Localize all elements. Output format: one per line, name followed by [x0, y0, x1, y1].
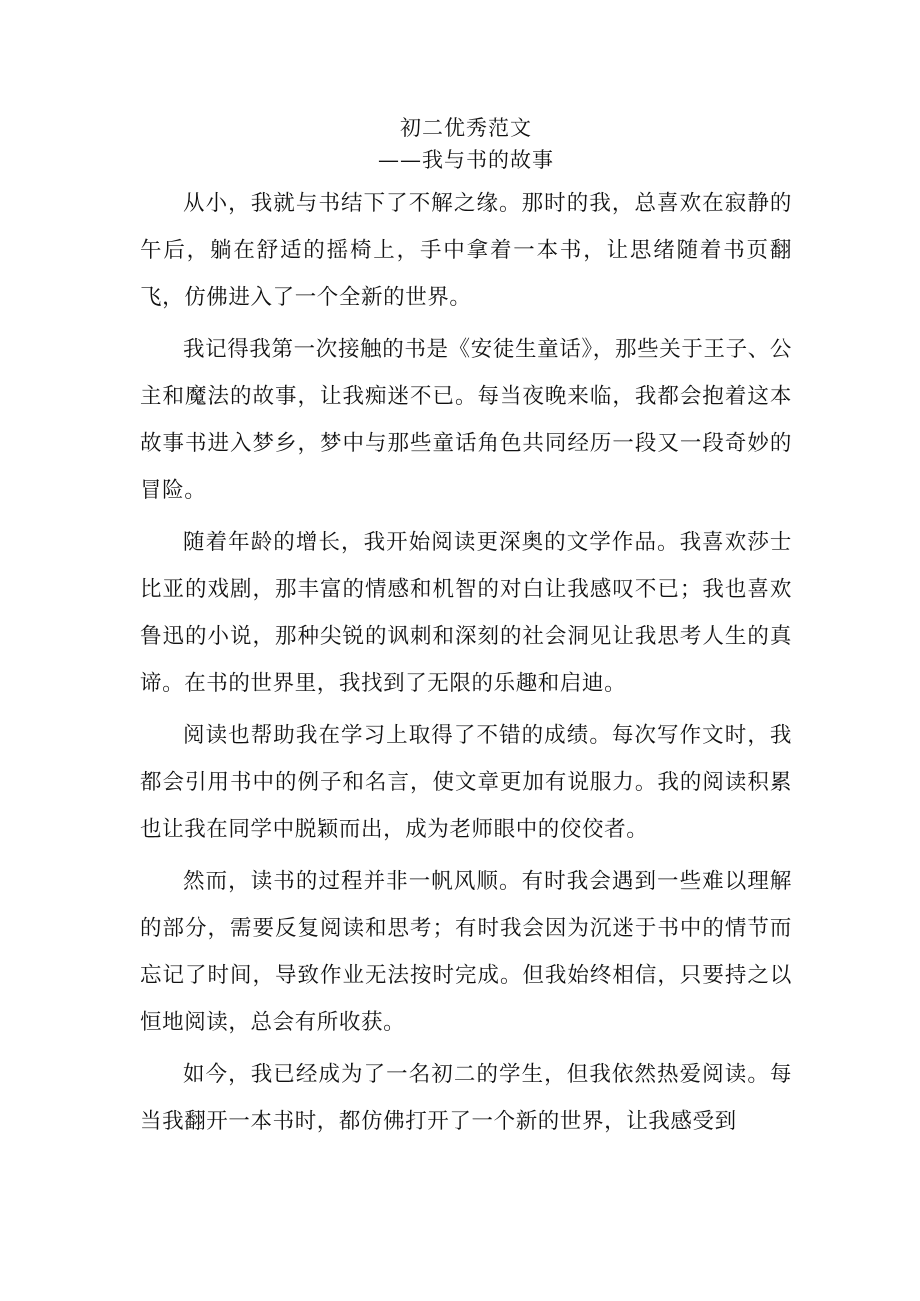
paragraph-3: 随着年龄的增长，我开始阅读更深奥的文学作品。我喜欢莎士比亚的戏剧，那丰富的情感和机智的对白让我感叹不已；我也喜欢鲁迅的小说，那种尖锐的讽刺和深刻的社会洞见让我思考人生的真谛。在书的世界里，我找到了无限的乐趣和启迪。	[140, 530, 792, 696]
paragraph-2: 我记得我第一次接触的书是《安徒生童话》，那些关于王子、公主和魔法的故事，让我痴迷不已。每当夜晚来临，我都会抱着这本故事书进入梦乡，梦中与那些童话角色共同经历一段又一段奇妙的冒险。	[140, 337, 792, 503]
document-subtitle: ——我与书的故事	[378, 148, 554, 172]
essay-body	[140, 180, 792, 1145]
paragraph-5: 然而，读书的过程并非一帆风顺。有时我会遇到一些难以理解的部分，需要反复阅读和思考；有时我会因为沉迷于书中的情节而忘记了时间，导致作业无法按时完成。但我始终相信，只要持之以恒地阅读，总会有所收获。	[140, 869, 792, 1035]
paragraph-4: 阅读也帮助我在学习上取得了不错的成绩。每次写作文时，我都会引用书中的例子和名言，使文章更加有说服力。我的阅读积累也让我在同学中脱颖而出，成为老师眼中的佼佼者。	[140, 723, 792, 842]
title-block	[140, 112, 792, 176]
paragraph-6: 如今，我已经成为了一名初二的学生，但我依然热爱阅读。每当我翻开一本书时，都仿佛打开了一个新的世界，让我感受到	[140, 1062, 792, 1134]
document-title: 初二优秀范文	[400, 116, 532, 140]
paragraph-1: 从小，我就与书结下了不解之缘。那时的我，总喜欢在寂静的午后，躺在舒适的摇椅上，手中拿着一本书，让思绪随着书页翻飞，仿佛进入了一个全新的世界。	[140, 191, 792, 310]
